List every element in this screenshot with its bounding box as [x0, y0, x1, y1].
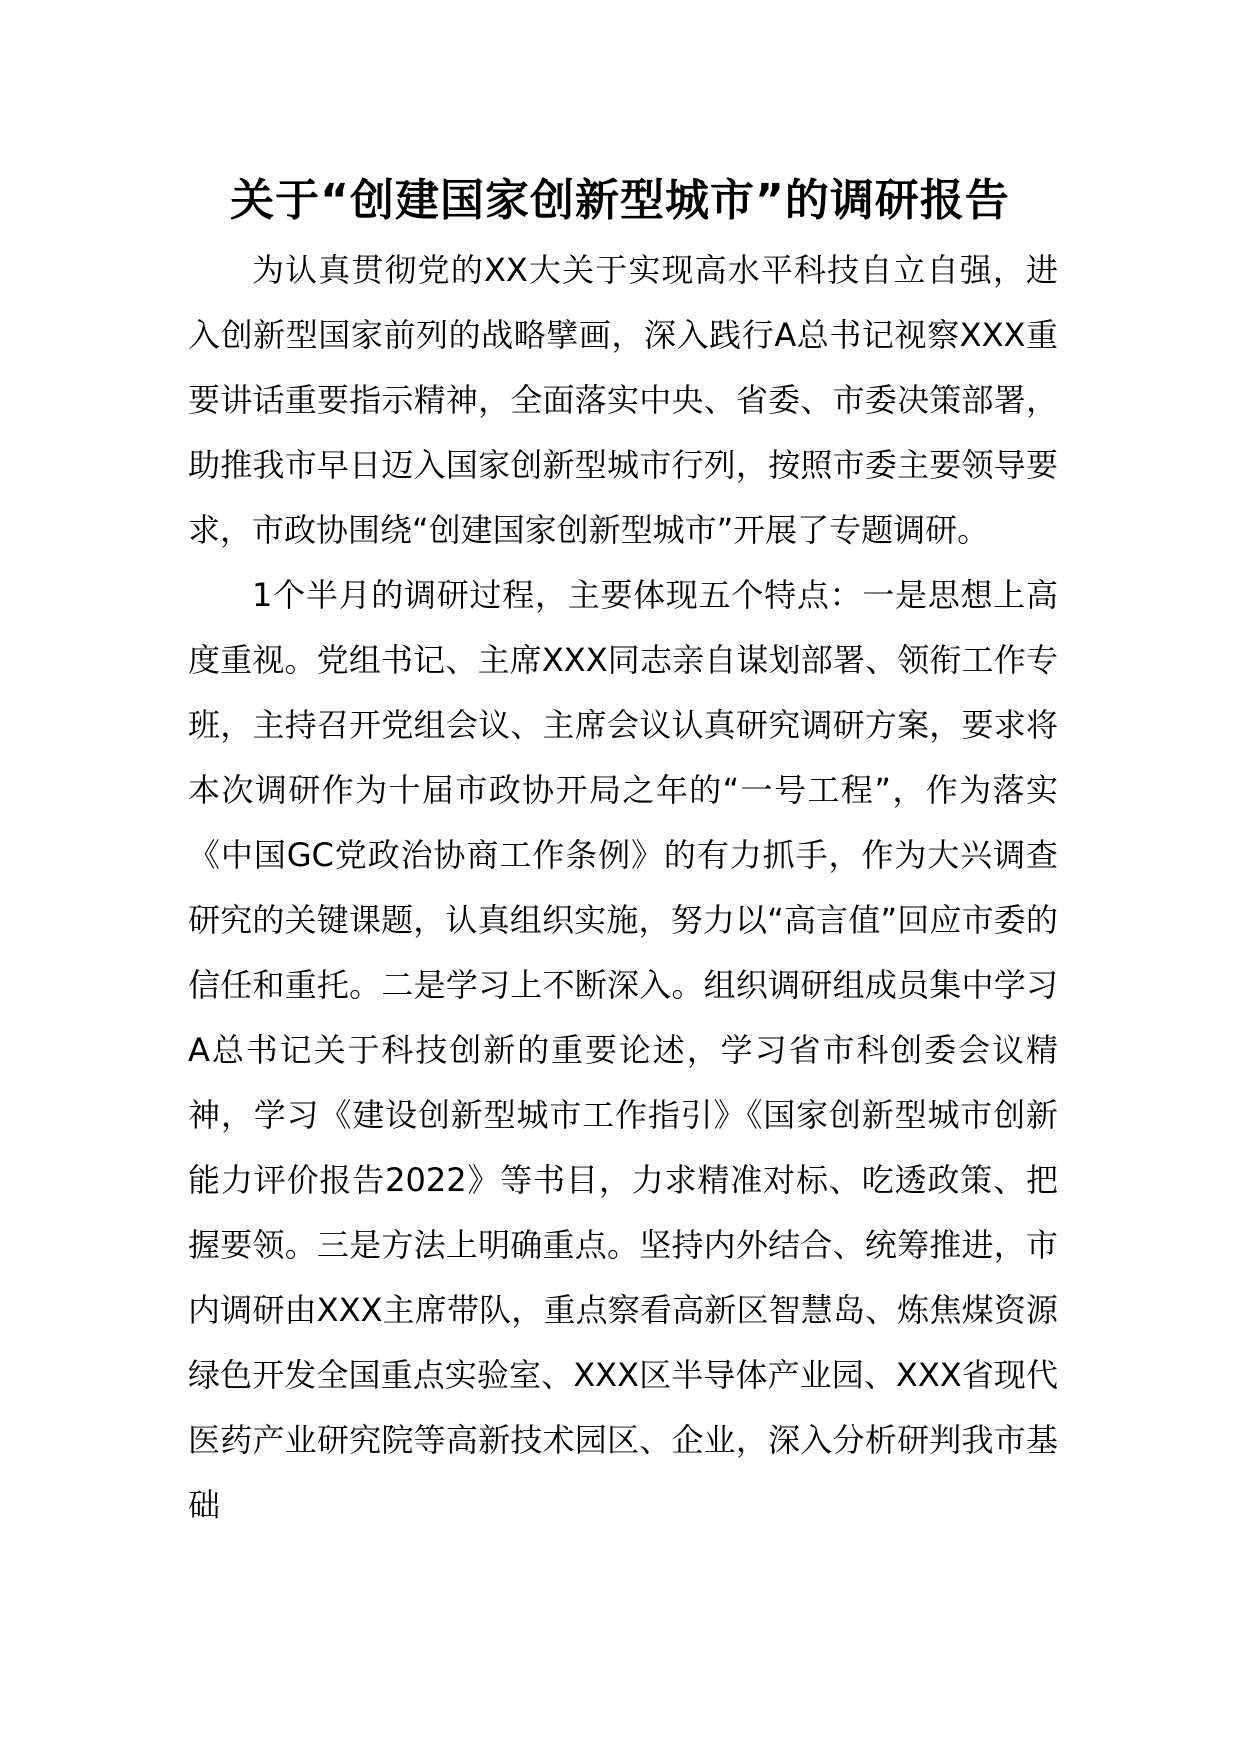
- paragraph-1: 为认真贯彻党的XX大关于实现高水平科技自立自强，进入创新型国家前列的战略擘画，深入践行A总书记视察XXX重要讲话重要指示精神，全面落实中央、省委、市委决策部署，助推我市早日迈入国家创新型城市行列，按照市委主要领导要求，市政协围绕“创建国家创新型城市”开展了专题调研。: [188, 251, 1058, 549]
- paragraph-2: 1个半月的调研过程，主要体现五个特点：一是思想上高度重视。党组书记、主席XXX同志亲自谋划部署、领衔工作专班，主持召开党组会议、主席会议认真研究调研方案，要求将本次调研作为十届市政协开局之年的“一号工程”，作为落实《中国GC党政治协商工作条例》的有力抓手，作为大兴调查研究的关键课题，认真组织实施，努力以“高言值”回应市委的信任和重托。二是学习上不断深入。组织调研组成员集中学习A总书记关于科技创新的重要论述，学习省市科创委会议精神，学习《建设创新型城市工作指引》《国家创新型城市创新能力评价报告2022》等书目，力求精准对标、吃透政策、把握要领。三是方法上明确重点。坚持内外结合、统筹推进，市内调研由XXX主席带队，重点察看高新区智慧岛、炼焦煤资源绿色开发全国重点实验室、XXX区半导体产业园、XXX省现代医药产业研究院等高新技术园区、企业，深入分析研判我市基础: [188, 576, 1058, 1524]
- document-body: [188, 238, 1058, 1538]
- document-title: 关于“创建国家创新型城市”的调研报告: [230, 175, 1010, 226]
